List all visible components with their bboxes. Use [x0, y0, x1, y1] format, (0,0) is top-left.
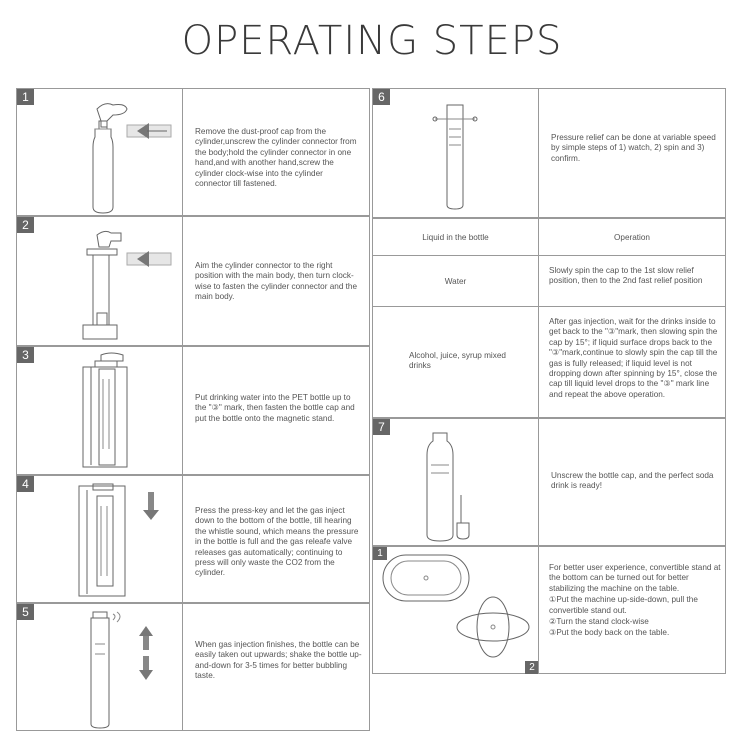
step-1-text-cell — [182, 88, 370, 216]
step-1-image-cell — [16, 88, 183, 216]
convertible-stand-illustration — [373, 547, 540, 675]
stand-text-block — [549, 563, 721, 639]
table-row-water-liquid — [372, 255, 539, 307]
soda-bottle-illustration — [373, 419, 540, 547]
step-4-image-cell — [16, 475, 183, 603]
step-2-text: Aim the cylinder connector to the right position with the main body, then turn clock-wise to fasten the cylinder connector and the main body. — [195, 261, 358, 302]
step-2-text-cell — [182, 216, 370, 346]
step-1-text: Remove the dust-proof cap from the cylinder,unscrew the cylinder connector from the body;hold the cylinder connector in one hand,and with another hand,screw the cylinder clock-wise into the cylinder connector till fastened. — [195, 127, 357, 189]
step-number: 5 — [17, 604, 34, 620]
step-number: 7 — [373, 419, 390, 435]
stand-bullet-3: ③Put the body back on the table. — [549, 628, 670, 638]
step-7-text: Unscrew the bottle cap, and the perfect soda drink is ready! — [551, 471, 714, 491]
step-4-text: Press the press-key and let the gas inject down to the bottom of the bottle, till hearing the whistle sound, which means the pressure in the bottle is full and the gas releafe valve releases gas automatically; continuing to press will only waste the CO2 from the cylinder. — [195, 506, 359, 578]
table-row-mixed-operation — [538, 306, 726, 418]
step-number: 1 — [17, 89, 34, 105]
step-2-image-cell — [16, 216, 183, 346]
table-header-liquid — [372, 218, 539, 256]
stand-step-number-1: 1 — [373, 547, 387, 560]
step-4-text-cell — [182, 475, 370, 603]
step-7-image-cell — [372, 418, 539, 546]
pressure-relief-illustration — [373, 89, 540, 219]
step-5-text: When gas injection finishes, the bottle can be easily taken out upwards; shake the bottle up-and-down for 3-5 times for better bubbling taste. — [195, 640, 362, 681]
step-number: 3 — [17, 347, 34, 363]
step-5-text-cell — [182, 603, 370, 731]
step-6-image-cell — [372, 88, 539, 218]
step-3-text-cell — [182, 346, 370, 475]
step-6-text-cell — [538, 88, 726, 218]
table-header-operation-label: Operation — [614, 232, 650, 242]
step-7-text-cell — [538, 418, 726, 546]
table-header-liquid-label: Liquid in the bottle — [422, 232, 489, 242]
up-down-arrow-icon — [17, 604, 184, 732]
table-row-water-operation — [538, 255, 726, 307]
step-3-image-cell — [16, 346, 183, 475]
table-cell-liquid: Water — [444, 276, 467, 286]
down-arrow-icon — [17, 476, 184, 604]
step-3-text: Put drinking water into the PET bottle up to the "③" mark, then fasten the bottle cap and put the bottle onto the magnetic stand. — [195, 393, 355, 423]
bottle-on-stand-illustration — [17, 347, 184, 476]
stand-intro: For better user experience, convertible stand at the bottom can be turned out for better stabilizing the machine on the table. — [549, 563, 721, 593]
table-cell-liquid: Alcohol, juice, syrup mixed drinks — [409, 351, 506, 371]
stand-bullet-1: ①Put the machine up-side-down, pull the convertible stand out. — [549, 595, 698, 615]
rotate-arrow-icon — [17, 217, 184, 347]
step-number: 6 — [373, 89, 390, 105]
step-number: 4 — [17, 476, 34, 492]
table-cell-operation: After gas injection, wait for the drinks inside to get back to the "③"mark, then slowing spin the cap by 15°; if liquid surface drops back to the "③"mark,continue to slowly spin the cap till the gas is fully released; if liquid level is not dropping down after spinning by 15°, close the cap till liquid level drops to the "③" mark line and repeat the above operation. — [549, 317, 718, 399]
table-cell-operation: Slowly spin the cap to the 1st slow relief position, then to the 2nd fast relief position — [549, 266, 703, 286]
stand-step-number-2: 2 — [525, 661, 539, 674]
step-5-image-cell — [16, 603, 183, 731]
step-6-text: Pressure relief can be done at variable speed by simple steps of 1) watch, 2) spin and 3) confirm. — [551, 133, 716, 163]
step-number: 2 — [17, 217, 34, 233]
rotate-arrow-icon — [17, 89, 184, 217]
stand-text-cell — [538, 546, 726, 674]
stand-image-cell — [372, 546, 539, 674]
page-title: OPERATING STEPS — [181, 18, 563, 64]
table-row-mixed-liquid — [372, 306, 539, 418]
stand-bullet-2: ②Turn the stand clock-wise — [549, 617, 649, 627]
table-header-operation — [538, 218, 726, 256]
